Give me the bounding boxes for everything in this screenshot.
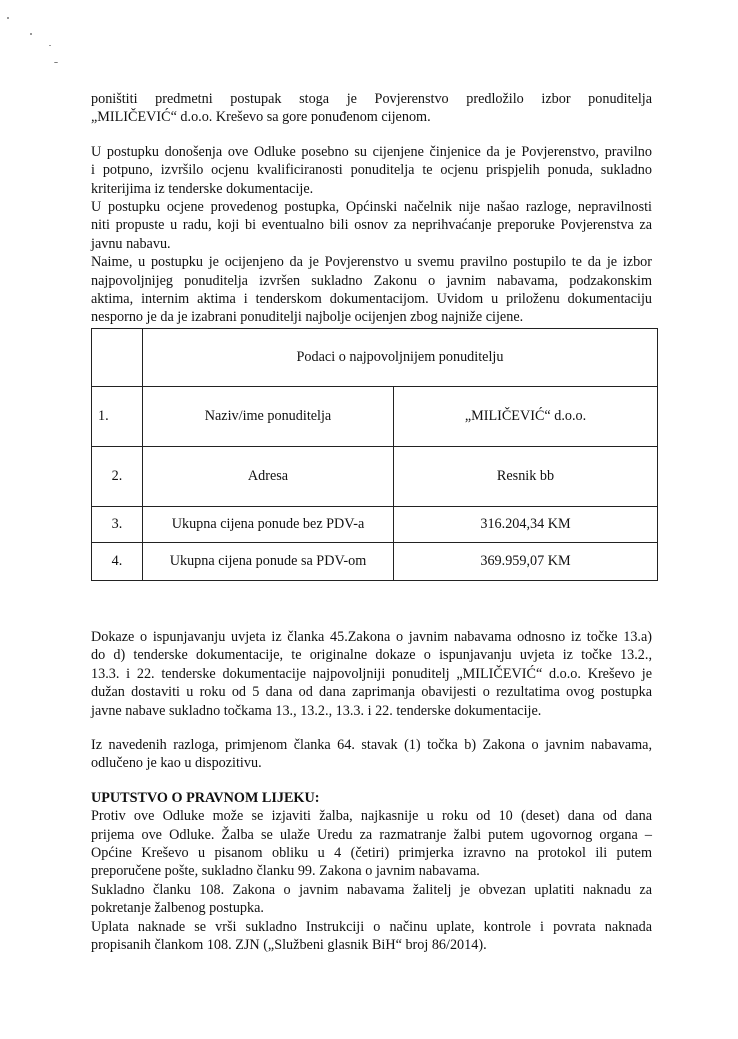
text-line: niti propuste u radu, koji bi eventualno bili osnov za neprihvaćanje preporuke Povjerenstva za [91, 217, 652, 234]
text-line: aktima, internim aktima i tenderskom dokumentacijom. Uvidom u priloženu dokumentaciju [91, 291, 652, 308]
text-line: do d) tenderske dokumentacije, te originalne dokaze o ispunjavanju uvjeta iz točke 13.2., [91, 647, 652, 664]
text-line: Općine Kreševo u pisanom obliku u 4 (četiri) primjerka izravno na protokol ili putem [91, 845, 652, 862]
document-body-bottom [91, 628, 652, 955]
text-line: pokretanje žalbenog postupka. [91, 900, 264, 917]
bidder-table [91, 328, 658, 581]
document-body-top [91, 90, 652, 327]
table-row [92, 543, 658, 581]
paragraph-conclusion [91, 253, 652, 327]
scan-speck [30, 33, 32, 35]
text-line: javne nabave sukladno točkama 13., 13.2., 13.3. i 22. tenderske dokumentacije. [91, 702, 542, 719]
row-label: Adresa [143, 447, 394, 507]
text-line: prijema ove Odluke. Žalba se ulaže Uredu za razmatranje žalbi putem ugovornog organa – [91, 826, 652, 843]
text-line: „MILIČEVIĆ“ d.o.o. Kreševo sa gore ponuđenom cijenom. [91, 109, 431, 126]
paragraph-fee [91, 881, 652, 918]
text-line: kriterijima iz tenderske dokumentacije. [91, 180, 314, 197]
row-number: 2. [92, 447, 143, 507]
row-number: 4. [92, 543, 143, 581]
table-cell [92, 329, 143, 387]
row-value: 369.959,07 KM [394, 543, 658, 581]
row-value: Resnik bb [394, 447, 658, 507]
paragraph-evidence [91, 628, 652, 720]
scan-speck [54, 62, 58, 63]
row-value: „MILIČEVIĆ“ d.o.o. [394, 387, 658, 447]
text-line: Dokaze o ispunjavanju uvjeta iz članka 45.Zakona o javnim nabavama odnosno iz točke 13.a) [91, 629, 652, 645]
row-value: 316.204,34 KM [394, 507, 658, 543]
table-row [92, 507, 658, 543]
text-line: 13.3. i 22. tenderske dokumentacije najpovoljniji ponuditelj „MILIČEVIĆ“ d.o.o. Kreševo je [91, 665, 652, 682]
text-line: U postupku ocjene provedenog postupka, Općinski načelnik nije našao razloge, nepravilnosti [91, 199, 652, 216]
scan-speck [49, 45, 51, 46]
row-number: 1. [92, 387, 143, 447]
row-label: Ukupna cijena ponude sa PDV-om [143, 543, 394, 581]
row-number: 3. [92, 507, 143, 543]
scan-speck [7, 17, 9, 19]
paragraph-disposition [91, 736, 652, 773]
text-line: poništiti predmetni postupak stoga je Povjerenstvo predložilo izbor ponuditelja [91, 91, 652, 107]
row-label: Ukupna cijena ponude bez PDV-a [143, 507, 394, 543]
text-line: odlučeno je kao u dispozitivu. [91, 755, 262, 772]
table-header: Podaci o najpovoljnijem ponuditelju [143, 329, 658, 387]
text-line: najpovoljnijeg ponuditelja izvršen sukladno Zakonu o javnim nabavama, podzakonskim [91, 272, 652, 289]
paragraph-appeal [91, 807, 652, 881]
paragraph-mayor-review [91, 198, 652, 253]
text-line: javnu nabavu. [91, 235, 171, 252]
text-line: nesporno je da je izabrani ponuditelji najbolje ocijenjen zbog najniže cijene. [91, 309, 524, 326]
paragraph-evaluation [91, 143, 652, 198]
paragraph-payment [91, 918, 652, 955]
text-line: propisanih člankom 108. ZJN („Službeni glasnik BiH“ broj 86/2014). [91, 937, 487, 954]
text-line: Uplata naknade se vrši sukladno Instrukciji o načinu uplate, kontrole i povrata naknada [91, 918, 652, 935]
table-row [92, 387, 658, 447]
text-line: U postupku donošenja ove Odluke posebno su cijenjene činjenice da je Povjerenstvo, pravilno [91, 143, 652, 160]
text-line: Naime, u postupku je ocijenjeno da je Povjerenstvo u svemu pravilno postupilo te da je izbor [91, 254, 652, 271]
table-header-row [92, 329, 658, 387]
text-line: Protiv ove Odluke može se izjaviti žalba, najkasnije u roku od 10 (deset) dana od dana [91, 808, 652, 825]
paragraph-cancellation [91, 90, 652, 127]
text-line: preporučene pošte, sukladno članku 99. Zakona o javnim nabavama. [91, 863, 480, 880]
text-line: dužan dostaviti u roku od 5 dana od dana zaprimanja obavijesti o rezultatima ovog postupka [91, 684, 652, 701]
text-line: Iz navedenih razloga, primjenom članka 64. stavak (1) točka b) Zakona o javnim nabavama, [91, 737, 652, 754]
legal-remedy-heading: UPUTSTVO O PRAVNOM LIJEKU: [91, 789, 320, 806]
row-label: Naziv/ime ponuditelja [143, 387, 394, 447]
text-line: i potpuno, izvršilo ocjenu kvalificiranosti ponuditelja te ocjenu prispjelih ponuda, sukladno [91, 162, 652, 179]
table-row [92, 447, 658, 507]
text-line: Sukladno članku 108. Zakona o javnim nabavama žalitelj je obvezan uplatiti naknadu za [91, 881, 652, 898]
